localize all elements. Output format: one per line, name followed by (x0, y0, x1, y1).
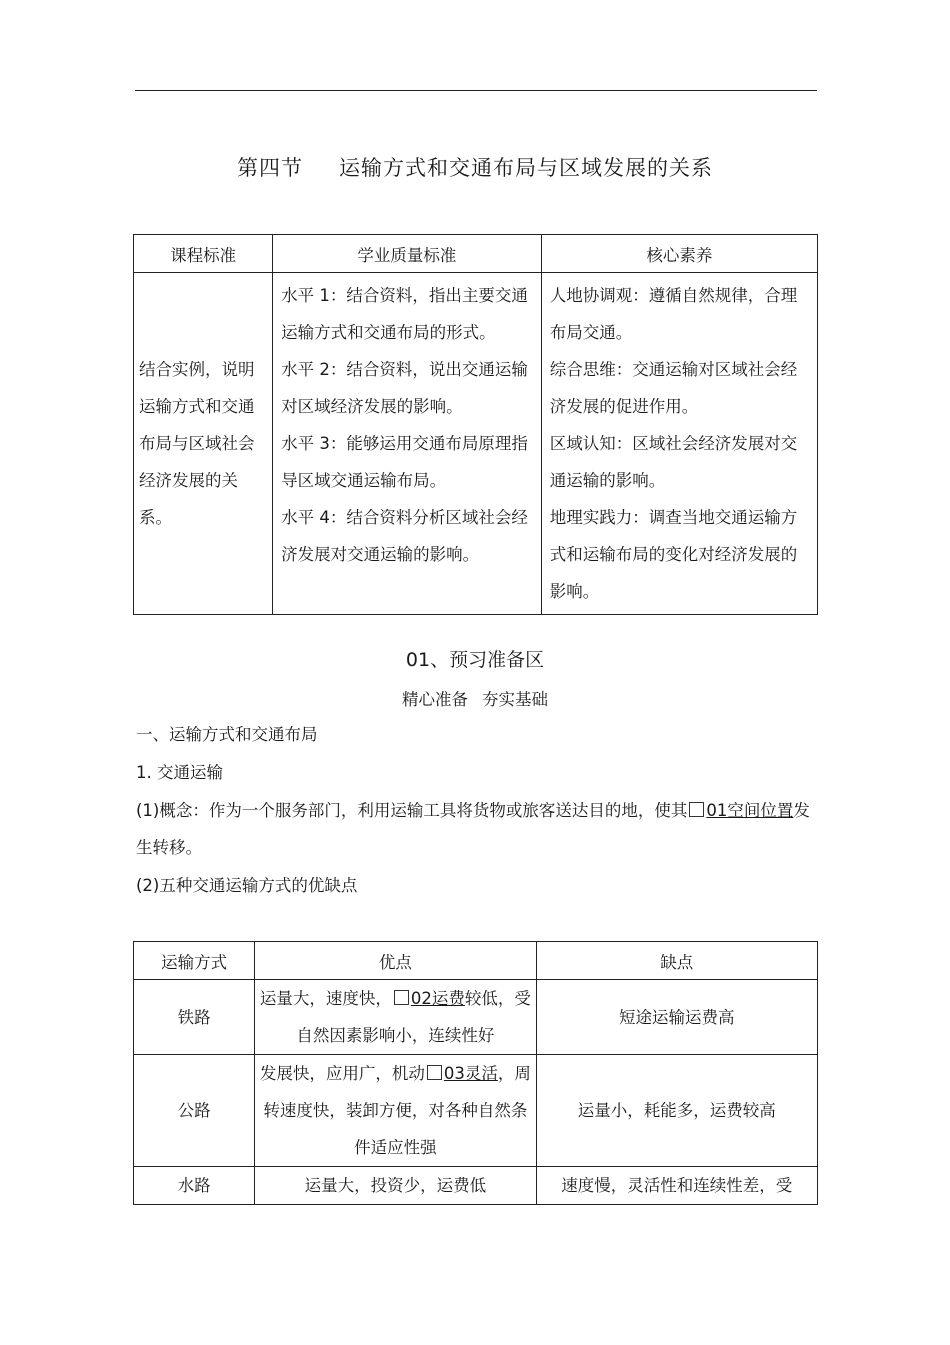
table-header-row (134, 235, 818, 273)
table-row (134, 1167, 818, 1205)
subheading-a: 精心准备 (402, 690, 468, 709)
quality-levels-cell (273, 273, 542, 615)
header-disadvantages: 缺点 (536, 942, 817, 980)
adv-text: 运量大，速度快， (259, 989, 392, 1008)
fill-answer-01: 01空间位置 (706, 801, 794, 820)
table-row (134, 273, 818, 615)
core-literacy-2: 综合思维：交通运输对区域社会经济发展的促进作用。 (549, 360, 798, 416)
header-mode: 运输方式 (134, 942, 255, 980)
heading-pros-cons: (2)五种交通运输方式的优缺点 (136, 876, 358, 895)
mode-cell: 铁路 (134, 980, 255, 1055)
heading-transportation: 1. 交通运输 (136, 763, 223, 782)
disadvantages-cell: 速度慢，灵活性和连续性差，受 (536, 1167, 817, 1205)
adv-text-end: 较低，受自然因素影响小，连续性好 (296, 989, 531, 1045)
fill-box-icon (427, 1065, 442, 1080)
quality-level-1: 水平 1：结合资料，指出主要交通运输方式和交通布局的形式。 (281, 286, 528, 342)
quality-level-4: 水平 4：结合资料分析区域社会经济发展对交通运输的影响。 (281, 508, 528, 564)
quality-level-3: 水平 3：能够运用交通布局原理指导区域交通运输布局。 (281, 434, 528, 490)
header-core-literacy: 核心素养 (541, 235, 817, 273)
mode-cell: 水路 (134, 1167, 255, 1205)
mode-cell: 公路 (134, 1055, 255, 1167)
quality-level-2: 水平 2：结合资料，说出交通运输对区域经济发展的影响。 (281, 360, 528, 416)
disadvantages-cell: 短途运输运费高 (536, 980, 817, 1055)
adv-text-end: ，周转速度快，装卸方便，对各种自然条件适应性强 (263, 1064, 531, 1157)
fill-answer-03: 03灵活 (443, 1064, 498, 1083)
modes-table (133, 941, 818, 1205)
core-literacy-4: 地理实践力：调查当地交通运输方式和运输布局的变化对经济发展的影响。 (549, 508, 798, 601)
header-course-standard: 课程标准 (134, 235, 273, 273)
preview-heading: 01、预习准备区 (405, 649, 545, 671)
heading-transport-modes: 一、运输方式和交通布局 (136, 725, 318, 744)
subheading-b: 夯实基础 (482, 690, 548, 709)
title-text: 运输方式和交通布局与区域发展的关系 (339, 156, 713, 180)
standards-table (133, 234, 818, 615)
core-literacy-cell (541, 273, 817, 615)
table-header-row (134, 942, 818, 980)
advantages-cell (255, 1055, 536, 1167)
advantages-cell (255, 980, 536, 1055)
table-row (134, 1055, 818, 1167)
header-quality-standard: 学业质量标准 (273, 235, 542, 273)
preview-subheading (0, 686, 950, 710)
fill-box-icon (689, 802, 704, 817)
advantages-cell: 运量大，投资少，运费低 (255, 1167, 536, 1205)
adv-text: 发展快，应用广，机动 (259, 1064, 425, 1083)
header-advantages: 优点 (255, 942, 536, 980)
concept-paragraph (136, 792, 821, 866)
header-rule (135, 90, 817, 91)
disadvantages-cell: 运量小，耗能多，运费较高 (536, 1055, 817, 1167)
core-literacy-1: 人地协调观：遵循自然规律，合理布局交通。 (549, 286, 798, 342)
course-standard-cell: 结合实例，说明运输方式和交通布局与区域社会经济发展的关系。 (134, 273, 273, 615)
fill-box-icon (394, 990, 409, 1005)
table-row (134, 980, 818, 1055)
section-number: 第四节 (237, 156, 303, 180)
concept-text-end: 发生转移。 (136, 801, 810, 857)
core-literacy-3: 区域认知：区域社会经济发展对交通运输的影响。 (549, 434, 798, 490)
fill-answer-02: 02运费 (410, 989, 465, 1008)
concept-text: (1)概念：作为一个服务部门，利用运输工具将货物或旅客送达目的地，使其 (136, 801, 688, 820)
page-title (0, 152, 950, 182)
